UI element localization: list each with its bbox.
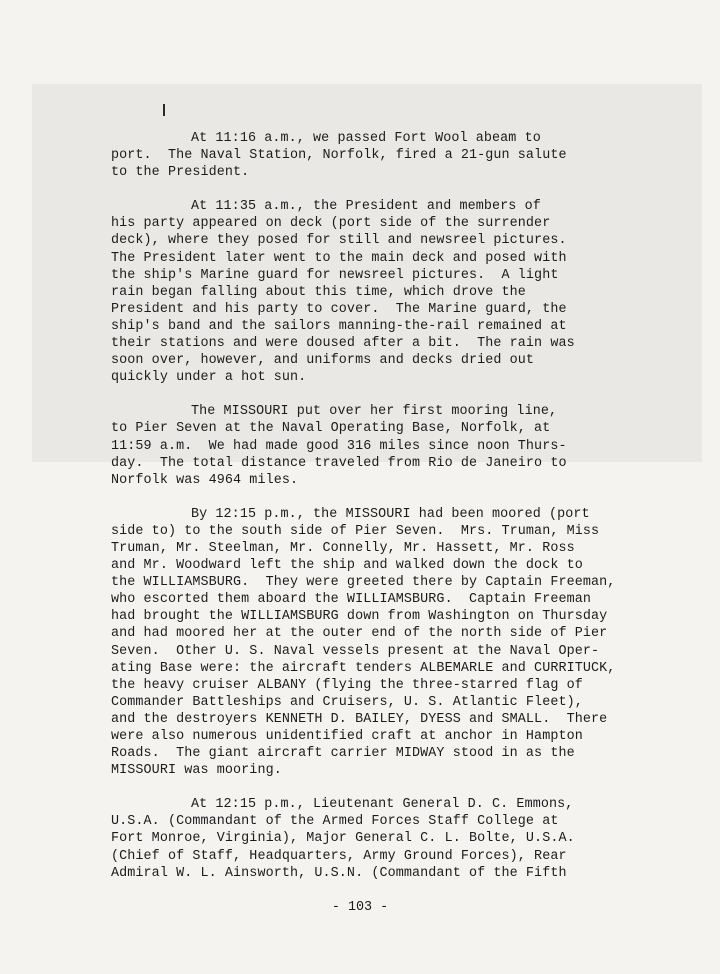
text-line: soon over, however, and uniforms and decks dried out bbox=[111, 353, 535, 369]
paragraph-gap bbox=[111, 779, 671, 796]
text-line: ating Base were: the aircraft tenders ALBEMARLE and CURRITUCK, bbox=[111, 660, 616, 676]
text-line: At 11:16 a.m., we passed Fort Wool abeam to bbox=[191, 131, 541, 146]
text-line: to Pier Seven at the Naval Operating Base, Norfolk, at bbox=[111, 421, 551, 437]
text-line: Seven. Other U. S. Naval vessels present at the Naval Oper- bbox=[111, 643, 600, 659]
text-line: At 12:15 p.m., Lieutenant General D. C. Emmons, bbox=[191, 797, 574, 813]
text-line: Admiral W. L. Ainsworth, U.S.N. (Commandant of the Fifth bbox=[111, 865, 567, 881]
text-line: By 12:15 p.m., the MISSOURI had been moored (port bbox=[191, 506, 590, 522]
text-line: (Chief of Staff, Headquarters, Army Ground Forces), Rear bbox=[111, 848, 567, 864]
paragraph bbox=[111, 130, 671, 181]
text-line: the heavy cruiser ALBANY (flying the three-starred flag of bbox=[111, 677, 583, 693]
text-line: quickly under a hot sun. bbox=[111, 370, 307, 386]
text-line: rain began falling about this time, which drove the bbox=[111, 284, 526, 300]
text-line: The MISSOURI put over her first mooring line, bbox=[191, 404, 558, 420]
text-line: Commander Battleships and Cruisers, U. S. Atlantic Fleet), bbox=[111, 694, 583, 710]
text-line: Truman, Mr. Steelman, Mr. Connelly, Mr. Hassett, Mr. Ross bbox=[111, 540, 575, 556]
text-line: were also numerous unidentified craft at anchor in Hampton bbox=[111, 729, 583, 744]
paragraph-gap bbox=[111, 181, 671, 198]
text-line: day. The total distance traveled from Rio de Janeiro to bbox=[111, 455, 567, 471]
text-line: 11:59 a.m. We had made good 316 miles since noon Thurs- bbox=[111, 438, 567, 454]
text-line: his party appeared on deck (port side of the surrender bbox=[111, 216, 551, 232]
text-line: port. The Naval Station, Norfolk, fired a 21-gun salute bbox=[111, 148, 567, 164]
text-line: to the President. bbox=[111, 165, 250, 181]
text-line: deck), where they posed for still and newsreel pictures. bbox=[111, 233, 567, 249]
text-line: Norfolk was 4964 miles. bbox=[111, 472, 299, 488]
text-line: who escorted them aboard the WILLIAMSBURG. Captain Freeman bbox=[111, 592, 592, 608]
text-line: the ship's Marine guard for newsreel pictures. A light bbox=[111, 267, 559, 283]
text-line: had brought the WILLIAMSBURG down from Washington on Thursday bbox=[111, 609, 608, 625]
text-line: the WILLIAMSBURG. They were greeted there by Captain Freeman, bbox=[111, 575, 616, 591]
text-line: President and his party to cover. The Marine guard, the bbox=[111, 301, 567, 317]
page-number: - 103 - bbox=[331, 900, 389, 915]
text-line: MISSOURI was mooring. bbox=[111, 763, 282, 779]
paragraph bbox=[111, 796, 671, 881]
text-line: and Mr. Woodward left the ship and walked down the dock to bbox=[111, 558, 583, 574]
text-line: Roads. The giant aircraft carrier MIDWAY stood in as the bbox=[111, 746, 575, 762]
paragraph-gap bbox=[111, 386, 671, 403]
text-line: The President later went to the main deck and posed with bbox=[111, 250, 567, 266]
paragraph-gap bbox=[111, 489, 671, 506]
text-line: ship's band and the sailors manning-the-rail remained at bbox=[111, 318, 567, 334]
text-line: and had moored her at the outer end of the north side of Pier bbox=[111, 626, 608, 642]
text-line: Fort Monroe, Virginia), Major General C. L. Bolte, U.S.A. bbox=[111, 831, 575, 847]
paragraph bbox=[111, 403, 671, 488]
text-line: their stations and were doused after a bit. The rain was bbox=[111, 336, 575, 352]
body-text bbox=[111, 130, 671, 882]
text-line: and the destroyers KENNETH D. BAILEY, DYESS and SMALL. There bbox=[111, 711, 608, 727]
text-line: side to) to the south side of Pier Seven. Mrs. Truman, Miss bbox=[111, 523, 600, 539]
paragraph bbox=[111, 198, 671, 386]
paragraph bbox=[111, 506, 671, 780]
text-line: At 11:35 a.m., the President and members of bbox=[191, 199, 541, 215]
stray-mark bbox=[163, 104, 165, 116]
text-line: U.S.A. (Commandant of the Armed Forces Staff College at bbox=[111, 814, 559, 830]
